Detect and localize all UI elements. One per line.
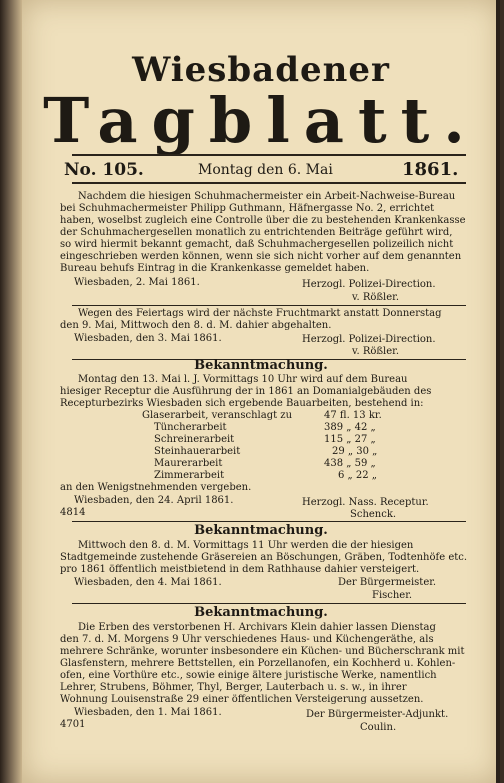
notice-heading: Bekanntmachung. (194, 605, 328, 620)
notice-line: Mittwoch den 8. d. M. Vormittags 11 Uhr werden die der hiesigen (78, 540, 414, 551)
notice-line: so wird hiermit bekannt gemacht, daß Schuhmachergesellen polizeilich nicht (60, 239, 454, 250)
authority: Herzogl. Nass. Receptur. (302, 497, 429, 508)
issue-year: 1861. (402, 159, 459, 180)
item-value: 29 „ 30 „ (332, 446, 378, 457)
signature: Fischer. (372, 590, 413, 601)
signature: v. Rößler. (352, 346, 400, 357)
notice-line: Glasfenstern, mehrere Bettstellen, ein Porzellanofen, ein Kochherd u. Kohlen- (60, 658, 456, 669)
notice-line: ofen, eine Vorthüre etc., sowie einige ältere juristische Werke, namentlich (60, 670, 437, 681)
signature: Coulin. (360, 722, 397, 733)
item-label: Steinhauerarbeit (154, 446, 241, 457)
masthead-title: Tagblatt. (43, 84, 479, 157)
notice-line: an den Wenigstnehmenden vergeben. (60, 482, 252, 493)
place-date: Wiesbaden, den 4. Mai 1861. (74, 577, 222, 588)
notice-line: Montag den 13. Mai l. J. Vormittags 10 Uhr wird auf dem Bureau (78, 374, 408, 385)
notice-line: Bureau behufs Eintrag in die Krankenkasse gemeldet haben. (60, 263, 370, 274)
place-date: Wiesbaden, den 24. April 1861. (74, 495, 234, 506)
notice-line: Wohnung Louisenstraße 29 einer öffentlichen Versteigerung aussetzen. (60, 694, 424, 705)
notice-line: Wegen des Feiertags wird der nächste Fruchtmarkt anstatt Donnerstag (78, 308, 442, 319)
page-edge (496, 0, 500, 783)
item-label: Glaserarbeit, veranschlagt zu (142, 410, 293, 421)
notice-line: Stadtgemeinde zustehende Gräsereien an Böschungen, Gräben, Todtenhöfe etc. (60, 552, 468, 563)
notice-line: mehrere Schränke, worunter insbesondere ein Küchen- und Bücherschrank mit (60, 646, 465, 657)
notice-number: 4814 (60, 507, 86, 518)
item-value: 438 „ 59 „ (324, 458, 376, 469)
authority: Herzogl. Polizei-Direction. (302, 279, 436, 290)
notice-line: Lehrer, Strubens, Böhmer, Thyl, Berger, Lauterbach u. s. w., in ihrer (60, 682, 407, 693)
notice-line: Nachdem die hiesigen Schuhmachermeister ein Arbeit-Nachweise-Bureau (78, 191, 456, 202)
notice-line: Die Erben des verstorbenen H. Archivars Klein dahier lassen Dienstag (78, 622, 436, 633)
authority: Der Bürgermeister-Adjunkt. (306, 709, 449, 720)
place-date: Wiesbaden, den 1. Mai 1861. (74, 707, 222, 718)
divider (72, 521, 466, 522)
notice-line: hiesiger Receptur die Ausführung der in 1861 an Domanialgebäuden des (60, 386, 432, 397)
issue-number: No. 105. (64, 160, 144, 180)
item-label: Maurerarbeit (154, 458, 223, 469)
place-date: Wiesbaden, den 3. Mai 1861. (74, 333, 222, 344)
item-label: Schreinerarbeit (154, 434, 235, 445)
notice-line: bei Schuhmachermeister Philipp Guthmann, Häfnergasse No. 2, errichtet (60, 203, 435, 214)
notice-line: haben, woselbst zugleich eine Controlle über die zu bestehenden Krankenkasse (60, 215, 466, 226)
divider (72, 305, 466, 306)
notice-line: den 7. d. M. Morgens 9 Uhr verschiedenes Haus- und Küchengeräthe, als (60, 634, 434, 645)
divider (72, 603, 466, 604)
header-rule-top (72, 154, 466, 156)
header-rule-bottom (72, 182, 466, 184)
newspaper-page (22, 0, 500, 783)
notice-line: pro 1861 öffentlich meistbietend in dem Rathhause dahier versteigert. (60, 564, 420, 575)
book-spine (0, 0, 22, 783)
item-value: 389 „ 42 „ (324, 422, 376, 433)
notice-line: den 9. Mai, Mittwoch den 8. d. M. dahier abgehalten. (60, 320, 332, 331)
notice-heading: Bekanntmachung. (194, 358, 328, 373)
notice-line: eingeschrieben werden können, wenn sie sich nicht vorher auf dem genannten (60, 251, 462, 262)
notice-line: Recepturbezirks Wiesbaden sich ergebende Bauarbeiten, bestehend in: (60, 398, 424, 409)
place-date: Wiesbaden, 2. Mai 1861. (74, 277, 200, 288)
signature: Schenck. (350, 509, 397, 520)
masthead-line1: Wiesbadener (132, 50, 390, 90)
item-value: 47 fl. 13 kr. (324, 410, 382, 421)
item-label: Tüncherarbeit (154, 422, 227, 433)
issue-date: Montag den 6. Mai (198, 162, 333, 178)
item-value: 6 „ 22 „ (338, 470, 377, 481)
authority: Der Bürgermeister. (338, 577, 437, 588)
notice-line: der Schuhmachergesellen monatlich zu entrichtenden Beiträge geführt wird, (60, 227, 453, 238)
signature: v. Rößler. (352, 292, 400, 303)
item-label: Zimmerarbeit (154, 470, 225, 481)
item-value: 115 „ 27 „ (324, 434, 376, 445)
notice-number: 4701 (60, 719, 86, 730)
authority: Herzogl. Polizei-Direction. (302, 334, 436, 345)
notice-heading: Bekanntmachung. (194, 523, 328, 538)
